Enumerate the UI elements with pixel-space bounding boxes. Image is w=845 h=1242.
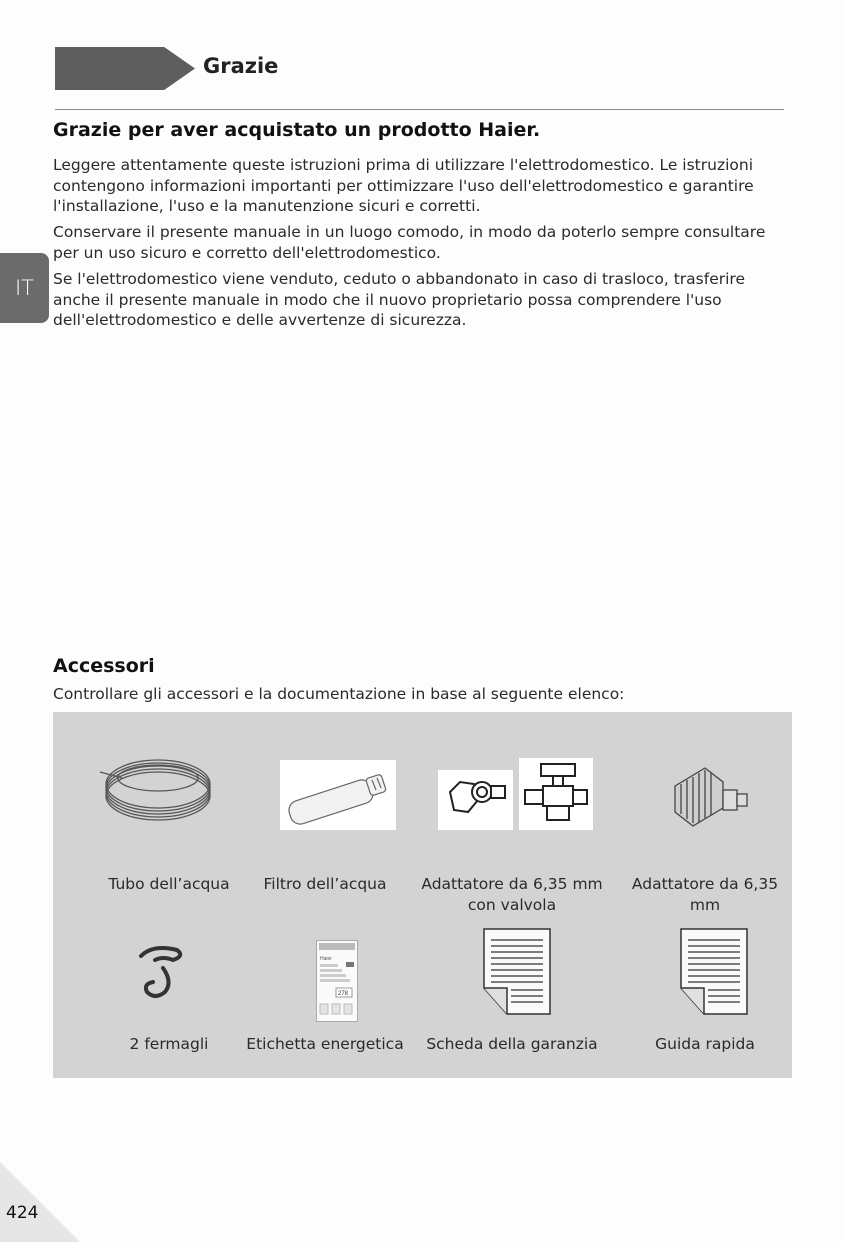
intro-paragraph: Conservare il presente manuale in un luogo comodo, in modo da poterlo sempre consultare per un uso sicuro e corretto dell'elettrodomestico.: [53, 223, 766, 262]
accessories-subtitle: Controllare gli accessori e la documentazione in base al seguente elenco:: [53, 685, 625, 703]
accessory-label: 2 fermagli: [129, 1035, 209, 1053]
adapter-icon: [665, 756, 755, 836]
accessories-panel: [53, 712, 792, 1078]
warranty-card-icon: [483, 928, 551, 1016]
accessory-label: Scheda della garanzia: [426, 1035, 598, 1053]
page-number: 424: [6, 1203, 39, 1223]
accessory-label: Filtro dell’acqua: [263, 875, 387, 893]
accessory-label: Adattatore da 6,35 mm con valvola: [421, 875, 603, 914]
accessory-label: Guida rapida: [655, 1035, 755, 1053]
energy-label-value: 278: [338, 991, 349, 997]
intro-paragraph: Leggere attentamente queste istruzioni prima di utilizzare l'elettrodomestico. Le istruzioni contengono informazioni importanti per ottimizzare l'uso dell'elettrodomestico e garantire l'installazione, l'uso e la manutenzione sicuri e corretti.: [53, 156, 754, 215]
intro-paragraph: Se l'elettrodomestico viene venduto, ceduto o abbandonato in caso di trasloco, trasferire anche il presente manuale in modo che il nuovo proprietario possa comprendere l'uso dell'elettrodomestico e delle avvertenze di sicurezza.: [53, 270, 745, 329]
intro-heading: Grazie per aver acquistato un prodotto Haier.: [53, 119, 541, 141]
svg-text:Haier: Haier: [320, 956, 332, 962]
accessory-label: Etichetta energetica: [246, 1035, 404, 1053]
section-title: Grazie: [203, 54, 279, 78]
water-filter-icon: [280, 760, 396, 830]
valve-icon: [519, 758, 593, 830]
language-tab: IT: [0, 253, 49, 323]
section-banner: [55, 47, 195, 90]
water-tube-icon: [98, 752, 218, 822]
accessory-label: Tubo dell’acqua: [108, 875, 230, 893]
header-divider: [55, 109, 784, 110]
accessory-label: Adattatore da 6,35 mm: [631, 875, 779, 914]
valve-adapter-icon: [438, 770, 513, 830]
energy-label-icon: [316, 940, 358, 1022]
accessories-heading: Accessori: [53, 655, 155, 677]
page-corner: [0, 1162, 80, 1242]
clips-icon: [133, 942, 193, 1002]
quick-guide-icon: [680, 928, 748, 1016]
